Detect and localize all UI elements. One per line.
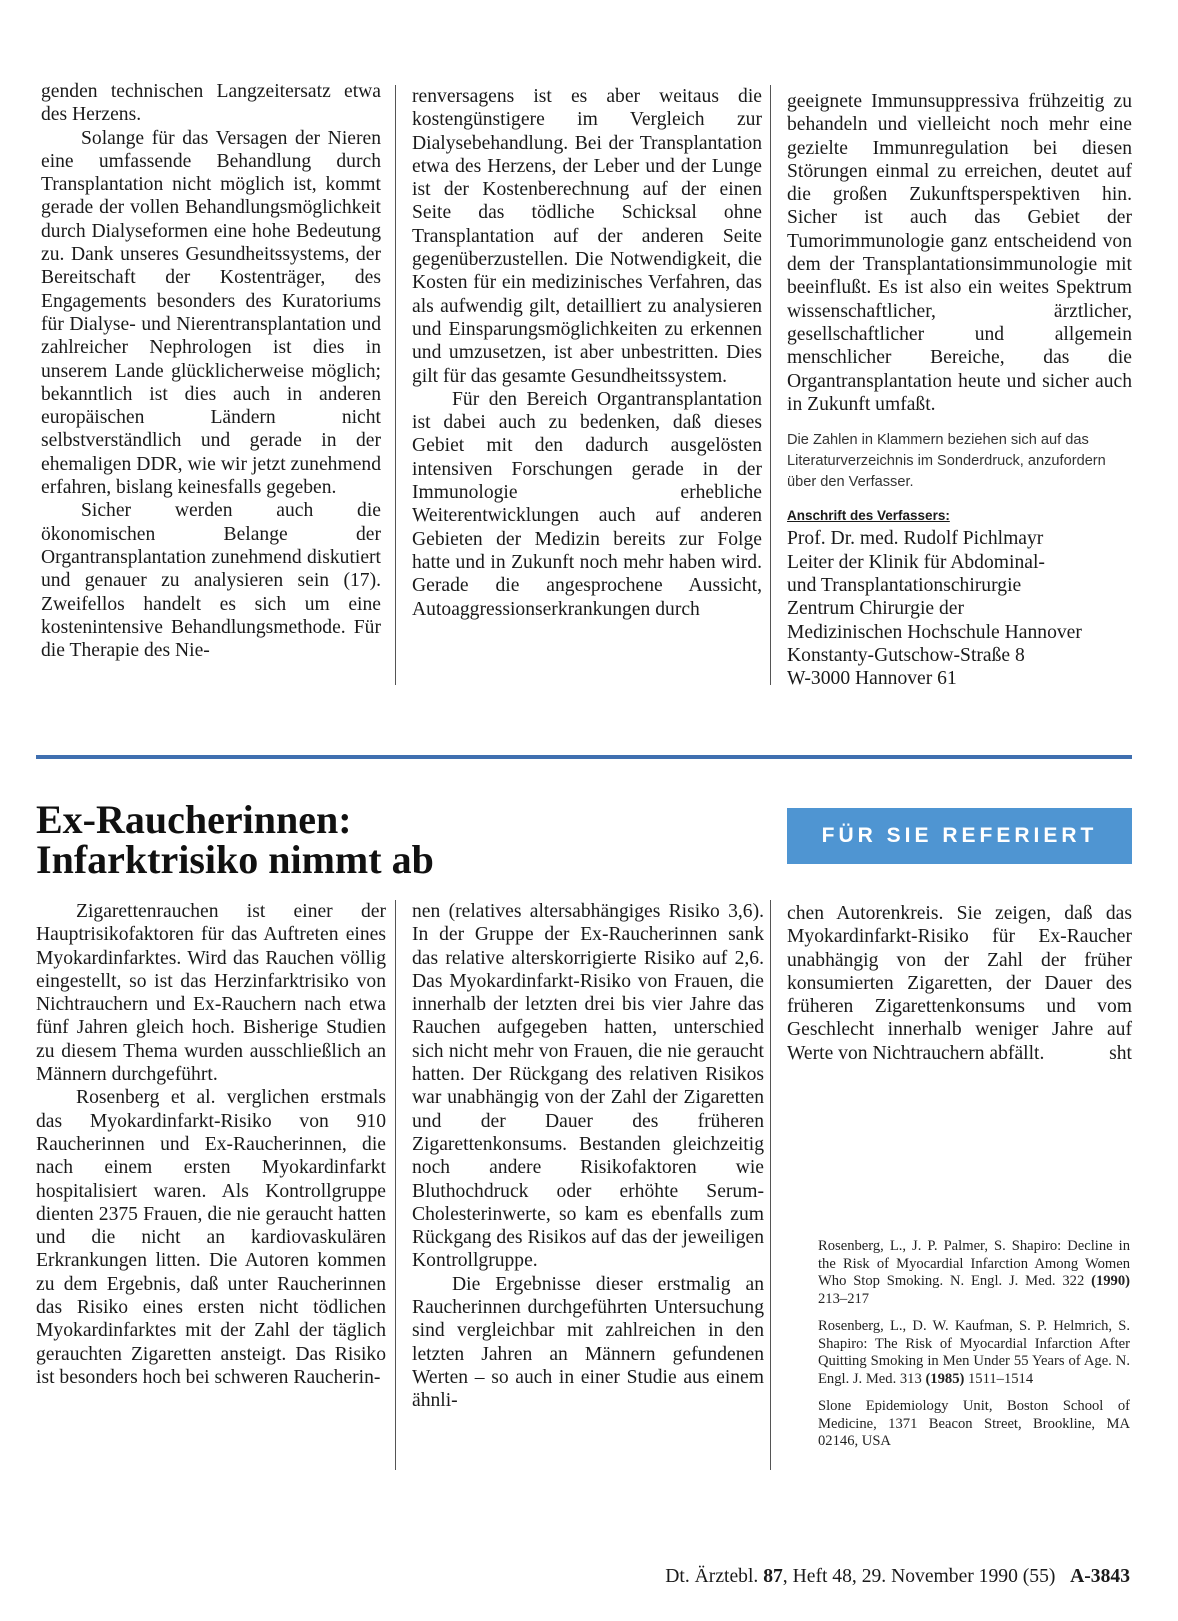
address-line: Konstanty-Gutschow-Straße 8 [787,644,1025,666]
address-line: Prof. Dr. med. Rudolf Pichlmayr [787,528,1044,550]
paragraph: genden technischen Langzeitersatz etwa des Herzens. [41,81,381,126]
top-column-3 [787,90,1132,691]
paragraph: Die Ergebnisse dieser erstmalig an Raucherinnen durchgeführten Untersuchung sind vergleichbar mit zahlreichen in den letzten Jahren an Männern gefundenen Werten – so auch in einer Studie aus einem ähnli- [412,1273,764,1412]
reference-item: Rosenberg, L., D. W. Kaufman, S. P. Helmrich, S. Shapiro: The Risk of Myocardial Infarction After Quitting Smoking in Men Under 55 Years of Age. N. Engl. J. Med. 313 (1985) 1511–1514 [818,1318,1130,1387]
column-rule [395,85,396,685]
column-rule [395,900,396,1470]
article-headline [36,797,434,882]
headline-line: Ex-Raucherinnen: [36,797,352,842]
article-column-1 [36,900,386,1389]
author-initials: sht [1109,1042,1132,1064]
paragraph: Rosenberg et al. verglichen erstmals das Myokardinfarkt-Risiko von 910 Raucherinnen und Ex-Raucherinnen, die nach einem ersten Myokardinfarkt hospitalisiert waren. Als Kontrollgruppe dienten 2375 Frauen, die nie geraucht hatten und die nicht an kardiovaskulären Erkrankungen litten. Die Autoren kommen zu dem Ergebnis, daß unter Raucherinnen das Risiko eines ersten nicht tödlichen Myokardinfarktes mit der Zahl der täglich gerauchten Zigaretten ansteigt. Das Risiko ist besonders hoch bei schweren Raucherin- [36,1087,386,1388]
address-line: Medizinischen Hochschule Hannover [787,621,1082,643]
issue-date: , Heft 48, 29. November 1990 (55) [782,1566,1056,1587]
paragraph: Zigarettenrauchen ist einer der Hauptrisikofaktoren für das Auftreten eines Myokardinfarktes. Wird das Rauchen völlig eingestellt, so ist das Herzinfarktrisiko von Nichtrauchern und Ex-Rauchern nach etwa fünf Jahren gleich hoch. Bisherige Studien zu diesem Thema wurden ausschließlich an Männern durchgeführt. [36,901,386,1086]
article-column-2 [412,900,764,1413]
references [818,1238,1130,1461]
reference-item: Rosenberg, L., J. P. Palmer, S. Shapiro: Decline in the Risk of Myocardial Infarction Among Women Who Stop Smoking. N. Engl. J. Med. 322 (1990) 213–217 [818,1238,1130,1307]
volume: 87 [763,1566,783,1587]
author-address [787,527,1132,690]
address-line: und Transplantationschirurgie [787,575,1022,597]
paragraph: nen (relatives altersabhängiges Risiko 3,6). In der Gruppe der Ex-Raucherinnen sank das relative alterskorrigierte Risiko auf 2,6. Das Myokardinfarkt-Risiko von Frauen, die innerhalb der letzten drei bis vier Jahre das Rauchen aufgegeben hatten, unterschied sich nicht mehr von Frauen, die nie geraucht hatten. Der Rückgang des relativen Risikos war unabhängig von der Zahl der Zigaretten und der Dauer des früheren Zigarettenkonsums. Bestanden gleichzeitig noch andere Risikofaktoren wie Bluthochdruck oder erhöhte Serum-Cholesterinwerte, so kam es ebenfalls zum Rückgang des Risikos auf das der jeweiligen Kontrollgruppe. [412,901,764,1272]
page-footer [665,1566,1130,1588]
column-rule [770,900,771,1470]
address-line: Zentrum Chirurgie der [787,598,965,620]
section-divider [36,755,1132,759]
journal-name: Dt. Ärztebl. [665,1566,764,1587]
reference-note: Die Zahlen in Klammern beziehen sich auf das Literaturverzeichnis im Sonderdruck, anzufordern über den Verfasser. [787,432,1106,491]
page-number: A-3843 [1070,1566,1130,1587]
paragraph: Sicher werden auch die ökonomischen Belange der Organtransplantation zunehmend diskutiert und genauer zu analysieren sein (17). Zweifellos handelt es sich um eine kostenintensive Behandlungsmethode. Für die Therapie des Nie- [41,500,381,662]
address-line: W-3000 Hannover 61 [787,668,957,690]
affiliation: Slone Epidemiology Unit, Boston School of Medicine, 1371 Beacon Street, Brookline, MA 02146, USA [818,1398,1130,1449]
paragraph: Für den Bereich Organtransplantation ist dabei auch zu bedenken, daß dieses Gebiet mit den dadurch ausgelösten intensiven Forschungen gerade in der Immunologie erhebliche Weiterentwicklungen auch auf anderen Gebieten der Medizin bereits zur Folge hatte und in Zukunft noch mehr haben wird. Gerade die angesprochene Aussicht, Autoaggressionserkrankungen durch [412,388,762,620]
paragraph: renversagens ist es aber weitaus die kostengünstigere im Vergleich zur Dialysebehandlung. Bei der Transplantation etwa des Herzens, der Leber und der Lunge ist der Kostenberechnung auf der einen Seite das tödliche Schicksal ohne Transplantation auf der anderen Seite gegenüberzustellen. Die Notwendigkeit, die Kosten für ein medizinisches Verfahren, das als aufwendig gilt, detailliert zu analysieren und Einsparungsmöglichkeiten zu erkennen und umzusetzen, ist aber unbestritten. Dies gilt für das gesamte Gesundheitssystem. [412,86,762,387]
paragraph [787,902,1132,1065]
top-column-2 [412,85,762,621]
address-heading: Anschrift des Verfassers: [787,508,950,524]
rubric-banner: FÜR SIE REFERIERT [787,808,1132,864]
paragraph: Solange für das Versagen der Nieren eine umfassende Behandlung durch Transplantation nicht möglich ist, kommt gerade der vollen Behandlungsmöglichkeit durch Dialyseformen eine hohe Bedeutung zu. Dank unseres Gesundheitssystems, der Bereitschaft der Kostenträger, des Engagements besonders des Kuratoriums für Dialyse- und Nierentransplantation und zahlreicher Nephrologen ist dies in unserem Lande glücklicherweise möglich; bekanntlich ist dies auch in anderen europäischen Ländern nicht selbstverständlich und gerade in der ehemaligen DDR, wie wir jetzt zunehmend erfahren, bislang keinesfalls gegeben. [41,127,381,499]
headline-line: Infarktrisiko nimmt ab [36,837,434,882]
paragraph: geeignete Immunsuppressiva frühzeitig zu behandeln und vielleicht noch mehr eine gezielte Immunregulation bei diesen Störungen einmal zu erreichen, deutet auf die großen Zukunftsperspektiven hin. Sicher ist auch das Gebiet der Tumorimmunologie ganz entscheidend von dem der Transplantationsimmunologie mit beeinflußt. Es ist also ein weites Spektrum wissenschaftlicher, ärztlicher, gesellschaftlicher und allgemein menschlicher Bereiche, das die Organtransplantation heute und sicher auch in Zukunft umfaßt. [787,91,1132,415]
paragraph-text: chen Autorenkreis. Sie zeigen, daß das Myokardinfarkt-Risiko für Ex-Raucher unabhängig von der Zahl der früher konsumierten Zigaretten, der Dauer des früheren Zigarettenkonsums und vom Geschlecht innerhalb weniger Jahre auf Werte von Nichtrauchern abfällt. [787,903,1132,1064]
top-column-1 [41,80,381,662]
address-line: Leiter der Klinik für Abdominal- [787,551,1045,573]
article-column-3 [787,902,1132,1065]
column-rule [770,85,771,685]
